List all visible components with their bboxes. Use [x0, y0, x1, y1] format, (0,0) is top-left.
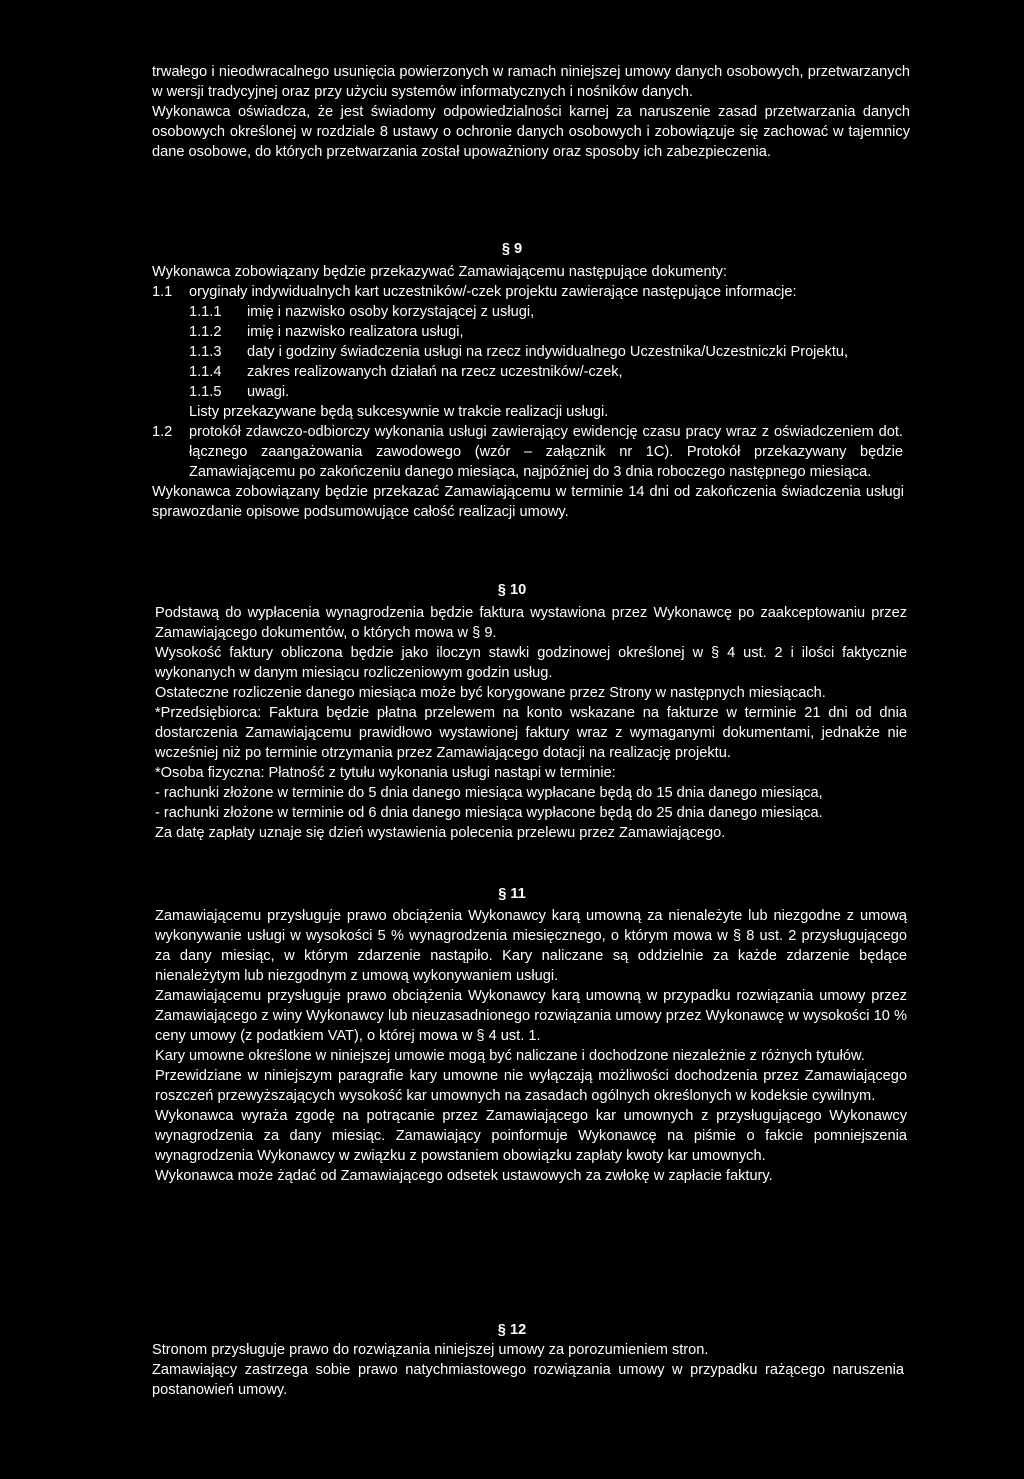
section-10-body — [155, 603, 907, 843]
section-12-paragraph: Stronom przysługuje prawo do rozwiązania niniejszej umowy za porozumieniem stron. — [152, 1342, 709, 1358]
sub-item-text: imię i nazwisko realizatora usługi, — [247, 324, 464, 340]
sub-item-number: 1.1.3 — [189, 344, 222, 360]
intro-section — [152, 62, 910, 162]
sub-item-text: zakres realizowanych działań na rzecz uczestników/-czek, — [247, 364, 623, 380]
section-12-title: § 12 — [497, 1322, 527, 1338]
section-11-paragraph: Wykonawca może żądać od Zamawiającego odsetek ustawowych za zwłokę w zapłacie faktury. — [155, 1168, 773, 1184]
sub-item-number: 1.1.5 — [189, 384, 222, 400]
item-1-2-text: protokół zdawczo-odbiorczy wykonania usługi zawierający ewidencję czasu pracy wraz z oświadczeniem dot. łącznego zaangażowania zawodowego (wzór – załącznik nr 1C). Protokół przekazywany będzie Zamawiającemu po zakończeniu danego miesiąca, najpóźniej do 3 dnia roboczego następnego miesiąca. — [189, 424, 903, 480]
section-10-paragraph: Wysokość faktury obliczona będzie jako iloczyn stawki godzinowej określonej w § 4 ust. 2 i ilości faktycznie wykonanych w danym miesiącu rozliczeniowym godzin usług. — [155, 645, 907, 681]
section-9-title: § 9 — [501, 241, 523, 257]
section-12-body — [152, 1340, 904, 1400]
section-10-title: § 10 — [497, 582, 527, 598]
item-1-2 — [152, 422, 912, 482]
sub-item — [189, 362, 912, 382]
sub-items — [152, 302, 912, 422]
item-1-1 — [152, 282, 912, 302]
intro-paragraph-2: Wykonawca oświadcza, że jest świadomy odpowiedzialności karnej za naruszenie zasad przetwarzania danych osobowych określonej w rozdziale 8 ustawy o ochronie danych osobowych i zobowiązuje się zachować w tajemnicy dane osobowe, do których przetwarzania został upoważniony oraz sposoby ich zabezpieczenia. — [152, 104, 910, 160]
sub-item-number: 1.1.2 — [189, 324, 222, 340]
section-9-closing: Wykonawca zobowiązany będzie przekazać Zamawiającemu w terminie 14 dni od zakończenia świadczenia usługi sprawozdanie opisowe podsumowujące całość realizacji umowy. — [152, 484, 904, 520]
sub-item-number: 1.1.1 — [189, 304, 222, 320]
section-10-paragraph: - rachunki złożone w terminie od 6 dnia danego miesiąca wypłacone będą do 25 dnia danego miesiąca. — [155, 805, 823, 821]
section-10-paragraph: Podstawą do wypłacenia wynagrodzenia będzie faktura wystawiona przez Wykonawcę po zaakceptowaniu przez Zamawiającego dokumentów, o których mowa w § 9. — [155, 605, 907, 641]
section-10-paragraph: - rachunki złożone w terminie do 5 dnia danego miesiąca wypłacane będą do 15 dnia danego miesiąca, — [155, 785, 823, 801]
sub-item-number: 1.1.4 — [189, 364, 222, 380]
section-10-paragraph: *Przedsiębiorca: Faktura będzie płatna przelewem na konto wskazane na fakturze w terminie 21 dni od dnia dostarczenia Zamawiającemu prawidłowo wystawionej faktury wraz z wymaganymi dokumentami, jednakże nie wcześniej niż po terminie otrzymania przez Zamawiającego dotacji na realizację projektu. — [155, 705, 907, 761]
section-10-paragraph: *Osoba fizyczna: Płatność z tytułu wykonania usługi nastąpi w terminie: — [155, 765, 616, 781]
section-11-title: § 11 — [498, 886, 526, 902]
section-9-lead: Wykonawca zobowiązany będzie przekazywać Zamawiającemu następujące dokumenty: — [152, 264, 727, 280]
item-1-2-number: 1.2 — [152, 424, 173, 440]
lists-note: Listy przekazywane będą sukcesywnie w trakcie realizacji usługi. — [189, 404, 609, 420]
sub-item-text: uwagi. — [247, 384, 290, 400]
section-11-paragraph: Zamawiającemu przysługuje prawo obciążenia Wykonawcy karą umowną za nienależyte lub niezgodne z umową wykonywanie usługi w wysokości 5 % wynagrodzenia miesięcznego, o którym mowa w § 8 ust. 2 przysługującego za dany miesiąc, w którym zdarzenie nastąpiło. Kary naliczane są oddzielnie za każde zdarzenie będące nienależytym lub niezgodnym z umową wykonywaniem usługi. — [155, 908, 907, 984]
sub-item — [189, 342, 912, 362]
section-11-paragraph: Kary umowne określone w niniejszej umowie mogą być naliczane i dochodzone niezależnie z różnych tytułów. — [155, 1048, 865, 1064]
sub-item-text: daty i godziny świadczenia usługi na rzecz indywidualnego Uczestnika/Uczestniczki Projektu, — [247, 344, 849, 360]
section-11-paragraph: Wykonawca wyraża zgodę na potrącanie przez Zamawiającego kar umownych z przysługującego Wykonawcy wynagrodzenia za dany miesiąc. Zamawiający poinformuje Wykonawcę na piśmie o fakcie pomniejszenia wynagrodzenia Wykonawcy w związku z powstaniem obowiązku zapłaty kwoty kar umownych. — [155, 1108, 907, 1164]
section-10-paragraph: Za datę zapłaty uznaje się dzień wystawienia polecenia przelewu przez Zamawiającego. — [155, 825, 726, 841]
sub-item — [189, 322, 912, 342]
sub-item-text: imię i nazwisko osoby korzystającej z usługi, — [247, 304, 535, 320]
section-11-body — [155, 906, 907, 1186]
section-12-paragraph: Zamawiający zastrzega sobie prawo natychmiastowego rozwiązania umowy w przypadku rażącego naruszenia postanowień umowy. — [152, 1362, 904, 1398]
section-9-body — [152, 262, 912, 522]
sub-item — [189, 382, 912, 402]
sub-item — [189, 302, 912, 322]
section-11-paragraph: Zamawiającemu przysługuje prawo obciążenia Wykonawcy karą umowną w przypadku rozwiązania umowy przez Zamawiającego z winy Wykonawcy lub nieuzasadnionego rozwiązania umowy przez Wykonawcę w wysokości 10 % ceny umowy (z podatkiem VAT), o której mowa w § 4 ust. 1. — [155, 988, 907, 1044]
section-11-paragraph: Przewidziane w niniejszym paragrafie kary umowne nie wyłączają możliwości dochodzenia przez Zamawiającego roszczeń przewyższających wysokość kar umownych na zasadach ogólnych określonych w kodeksie cywilnym. — [155, 1068, 907, 1104]
item-1-1-text: oryginały indywidualnych kart uczestników/-czek projektu zawierające następujące informacje: — [189, 284, 797, 300]
intro-paragraph-1: trwałego i nieodwracalnego usunięcia powierzonych w ramach niniejszej umowy danych osobowych, przetwarzanych w wersji tradycyjnej oraz przy użyciu systemów informatycznych i nośników danych. — [152, 64, 910, 100]
item-1-1-number: 1.1 — [152, 284, 173, 300]
section-10-paragraph: Ostateczne rozliczenie danego miesiąca może być korygowane przez Strony w następnych miesiącach. — [155, 685, 826, 701]
